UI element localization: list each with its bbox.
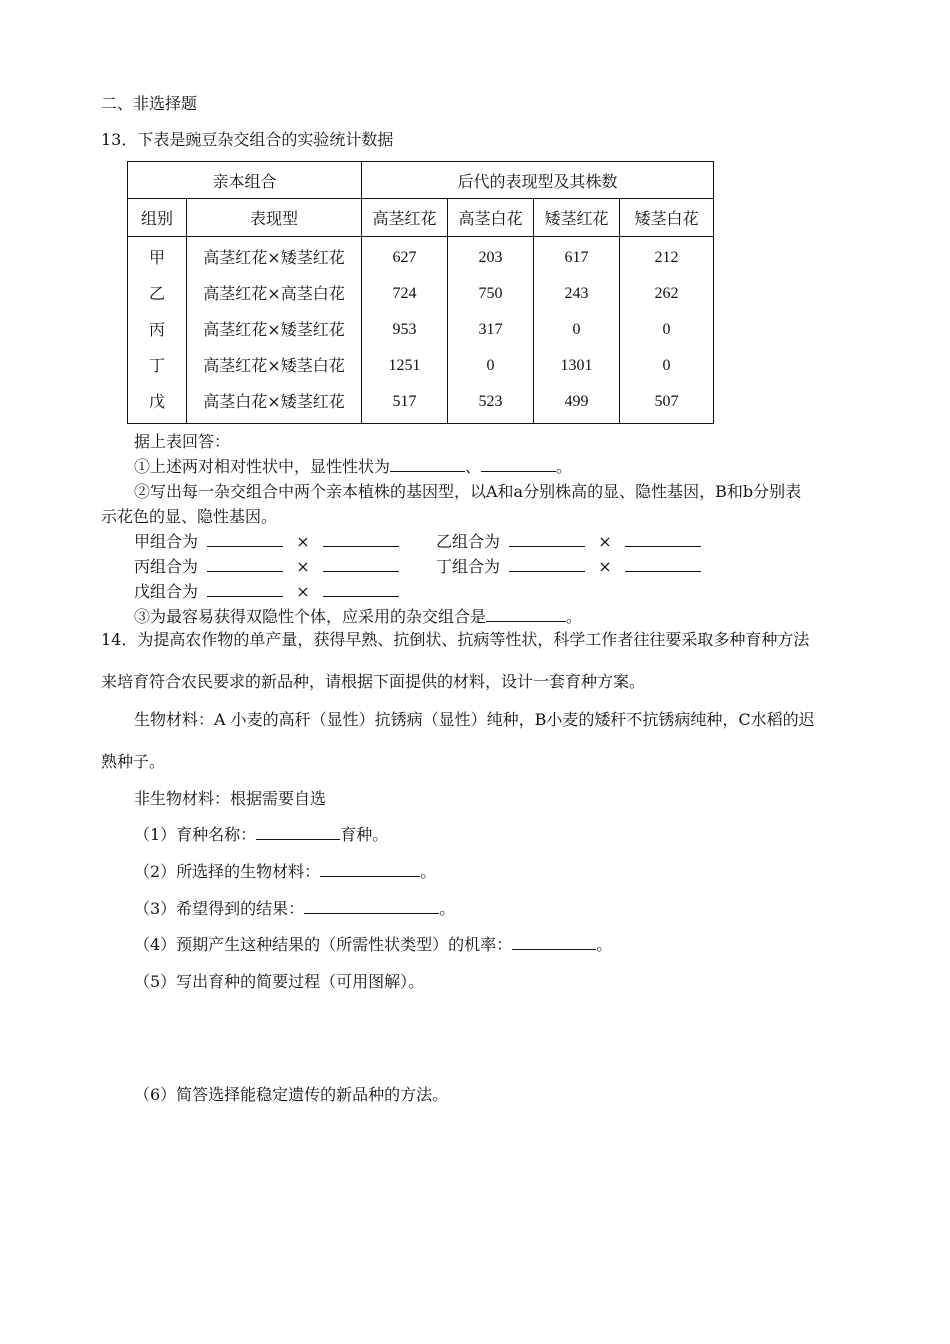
- group-cell: 丙: [148, 320, 165, 339]
- combo-bing-label: 丙组合为: [134, 557, 199, 576]
- combo-jia: [134, 529, 399, 552]
- sub-question-1: [134, 822, 388, 845]
- sub-question-6: （6）简答选择能稳定遗传的新品种的方法。: [134, 1085, 449, 1104]
- bio-material-line-1: 生物材料：A 小麦的高秆（显性）抗锈病（显性）纯种，B小麦的矮秆不抗锈病纯种，C水稻的迟: [134, 710, 815, 729]
- sub-question-3: [134, 896, 455, 919]
- value-cell: 262: [654, 285, 679, 302]
- part-2-line-1: ②写出每一杂交组合中两个亲本植株的基因型，以A和a分别株高的显、隐性基因，B和b分别表: [134, 482, 802, 501]
- expected-result-blank[interactable]: [304, 899, 439, 914]
- times-sign: ×: [296, 582, 310, 601]
- sub-question-3-label: （3）希望得到的结果：: [134, 899, 305, 918]
- combo-yi: [436, 529, 701, 552]
- col-header-group: 组别: [128, 199, 187, 237]
- combo-yi-label: 乙组合为: [436, 532, 501, 551]
- value-cell: 1251: [388, 357, 421, 374]
- part-1: [134, 454, 572, 477]
- part-1-text: ①上述两对相对性状中，显性性状为: [134, 457, 391, 476]
- phenotype-cell: 高茎红花×矮茎红花: [203, 248, 345, 267]
- answer-blank-dominant-1[interactable]: [390, 457, 465, 472]
- col-header-tall-white: 高茎白花: [448, 199, 534, 237]
- sub-question-4-label: （4）预期产生这种结果的（所需性状类型）的机率：: [134, 935, 513, 954]
- times-sign: ×: [598, 532, 612, 551]
- sub-question-1-label: （1）育种名称：: [134, 825, 257, 844]
- part-3-text: ③为最容易获得双隐性个体，应采用的杂交组合是: [134, 607, 487, 626]
- group-cell: 乙: [148, 284, 165, 303]
- section-title: 二、非选择题: [101, 94, 198, 113]
- value-cell: 317: [478, 321, 503, 338]
- value-cell: 953: [392, 321, 417, 338]
- times-sign: ×: [598, 557, 612, 576]
- combo-jia-label: 甲组合为: [134, 532, 199, 551]
- value-cell: 523: [478, 393, 503, 410]
- bio-material-line-2: 熟种子。: [101, 752, 166, 771]
- part-3: [134, 604, 582, 627]
- sub-question-4: [134, 932, 612, 955]
- sub-question-5: （5）写出育种的简要过程（可用图解）。: [134, 972, 425, 991]
- ding-blank-2[interactable]: [625, 557, 701, 572]
- period: 。: [566, 607, 583, 626]
- header-offspring: 后代的表现型及其株数: [362, 162, 714, 199]
- value-cell: 517: [392, 393, 417, 410]
- phenotype-cell: 高茎白花×矮茎红花: [203, 392, 345, 411]
- wu-blank-1[interactable]: [207, 582, 283, 597]
- question-13-title: 13．下表是豌豆杂交组合的实验统计数据: [101, 130, 394, 149]
- combo-wu: [134, 579, 399, 602]
- col-header-phenotype: 表现型: [187, 199, 362, 237]
- value-cell: 750: [478, 285, 503, 302]
- value-cell: 0: [662, 357, 671, 374]
- yi-blank-2[interactable]: [625, 532, 701, 547]
- combo-bing: [134, 554, 399, 577]
- combo-wu-label: 戊组合为: [134, 582, 199, 601]
- jia-blank-1[interactable]: [207, 532, 283, 547]
- non-bio-material: 非生物材料：根据需要自选: [134, 789, 327, 808]
- group-column: [128, 237, 187, 424]
- tall-white-column: [448, 237, 534, 424]
- bio-material-blank[interactable]: [320, 862, 420, 877]
- value-cell: 243: [564, 285, 589, 302]
- value-cell: 617: [564, 249, 589, 266]
- breeding-name-blank[interactable]: [256, 825, 340, 840]
- probability-blank[interactable]: [512, 935, 596, 950]
- answer-intro: 据上表回答：: [134, 432, 231, 451]
- phenotype-cell: 高茎红花×矮茎白花: [203, 356, 345, 375]
- short-white-column: [620, 237, 714, 424]
- phenotype-cell: 高茎红花×高茎白花: [203, 284, 345, 303]
- value-cell: 212: [654, 249, 679, 266]
- group-cell: 戊: [148, 392, 165, 411]
- value-cell: 499: [564, 393, 589, 410]
- value-cell: 1301: [560, 357, 593, 374]
- period: 。: [596, 935, 613, 954]
- header-parent: 亲本组合: [128, 162, 362, 199]
- combo-ding-label: 丁组合为: [436, 557, 501, 576]
- answer-blank-dominant-2[interactable]: [481, 457, 556, 472]
- ding-blank-1[interactable]: [509, 557, 585, 572]
- value-cell: 507: [654, 393, 679, 410]
- col-header-short-red: 矮茎红花: [534, 199, 620, 237]
- group-cell: 丁: [148, 356, 165, 375]
- short-red-column: [534, 237, 620, 424]
- times-sign: ×: [296, 532, 310, 551]
- phenotype-cell: 高茎红花×矮茎红花: [203, 320, 345, 339]
- data-table: [127, 161, 714, 424]
- part-2-line-2: 示花色的显、隐性基因。: [101, 507, 278, 526]
- sub-question-2-label: （2）所选择的生物材料：: [134, 862, 321, 881]
- col-header-short-white: 矮茎白花: [620, 199, 714, 237]
- group-cell: 甲: [148, 248, 165, 267]
- value-cell: 0: [486, 357, 495, 374]
- sub-question-2: [134, 859, 436, 882]
- value-cell: 0: [572, 321, 581, 338]
- question-14-line-1: 14．为提高农作物的单产量，获得早熟、抗倒状、抗病等性状，科学工作者往往要采取多种育种方法: [101, 630, 810, 649]
- bing-blank-2[interactable]: [323, 557, 399, 572]
- wu-blank-2[interactable]: [323, 582, 399, 597]
- col-header-tall-red: 高茎红花: [362, 199, 448, 237]
- jia-blank-2[interactable]: [323, 532, 399, 547]
- value-cell: 0: [662, 321, 671, 338]
- tall-red-column: [362, 237, 448, 424]
- phenotype-column: [187, 237, 362, 424]
- period: 。: [556, 457, 573, 476]
- sub-question-1-suffix: 育种。: [340, 825, 389, 844]
- yi-blank-1[interactable]: [509, 532, 585, 547]
- bing-blank-1[interactable]: [207, 557, 283, 572]
- combo-ding: [436, 554, 701, 577]
- value-cell: 724: [392, 285, 417, 302]
- times-sign: ×: [296, 557, 310, 576]
- period: 。: [420, 862, 437, 881]
- value-cell: 627: [392, 249, 417, 266]
- value-cell: 203: [478, 249, 503, 266]
- question-14-line-2: 来培育符合农民要求的新品种，请根据下面提供的材料，设计一套育种方案。: [101, 672, 646, 691]
- answer-blank-best-combo[interactable]: [486, 607, 566, 622]
- period: 。: [439, 899, 456, 918]
- separator: 、: [465, 457, 482, 476]
